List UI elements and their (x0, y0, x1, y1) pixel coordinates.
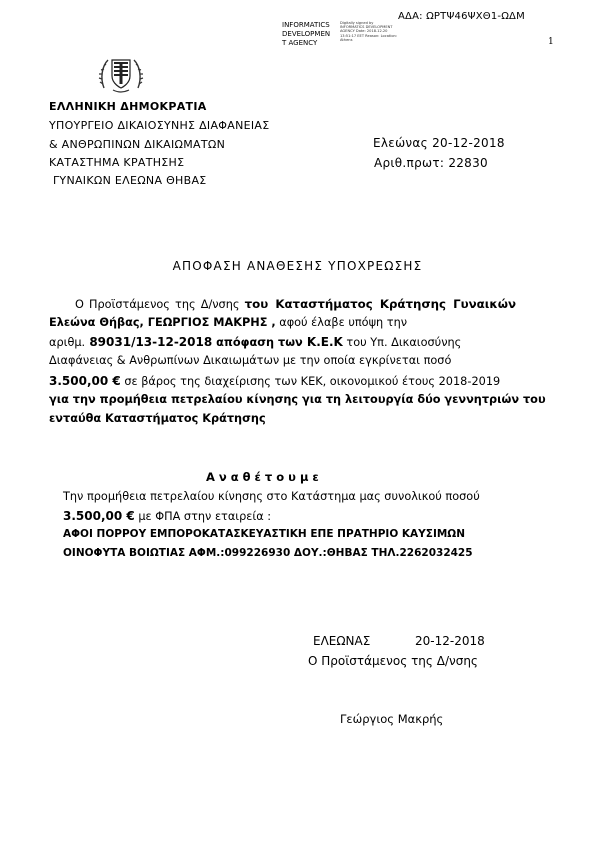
body-line-1 (75, 297, 516, 311)
header-place-date: Ελεώνας 20-12-2018 (373, 136, 505, 150)
header-ministry: ΥΠΟΥΡΓΕΙΟ ΔΙΚΑΙΟΣΥΝΗΣ ΔΙΑΦΑΝΕΙΑΣ (49, 119, 270, 132)
body-line-7: ενταύθα Καταστήματος Κράτησης (49, 412, 266, 425)
signature-role: Ο Προϊστάμενος της Δ/νσης (308, 654, 478, 668)
body-line-6: για την προμήθεια πετρελαίου κίνησης για τη λειτουργία δύο γεννητριών του (49, 393, 546, 406)
body-text: με ΦΠΑ στην εταιρεία : (134, 510, 272, 523)
greek-emblem-icon (98, 54, 144, 94)
header-ministry-cont: & ΑΝΘΡΩΠΙΝΩΝ ΔΙΚΑΙΩΜΑΤΩΝ (49, 138, 226, 151)
page-number: 1 (548, 37, 554, 47)
iga-logo-line: INFORMATICS (282, 21, 330, 29)
signature-place: ΕΛΕΩΝΑΣ (313, 634, 371, 648)
digital-signature-note: Digitally signed by INFORMATICS DEVELOPMENT AGENCY Date: 2018.12.20 13:51:17 EET Reason: Location: Athens (340, 21, 398, 42)
digital-signature-text (340, 21, 398, 42)
body-line-4: Διαφάνειας & Ανθρωπίνων Δικαιωμάτων με την οποία εγκρίνεται ποσό (49, 354, 452, 367)
ada-code: ΑΔΑ: ΩΡΤΨ46ΨΧΘ1-ΩΔΜ (398, 11, 525, 22)
award-line-1: Την προμήθεια πετρελαίου κίνησης στο Κατάστημα μας συνολικού ποσού (63, 490, 480, 503)
body-line-3 (49, 335, 461, 349)
body-text: Ο Προϊστάμενος της Δ/νσης (75, 298, 240, 311)
iga-logo (282, 21, 330, 48)
company-details: ΟΙΝΟΦΥΤΑ ΒΟΙΩΤΙΑΣ ΑΦΜ.:099226930 ΔΟΥ.:ΘΗΒΑΣ ΤΗΛ.2262032425 (63, 547, 473, 559)
header-country: ΕΛΛΗΝΙΚΗ ΔΗΜΟΚΡΑΤΙΑ (49, 100, 207, 113)
amount: 3.500,00 € (49, 374, 121, 388)
document-title: ΑΠΟΦΑΣΗ ΑΝΑΘΕΣΗΣ ΥΠΟΧΡΕΩΣΗΣ (172, 259, 423, 273)
amount: 3.500,00 € (63, 509, 135, 523)
signature-name: Γεώργιος Μακρής (340, 712, 444, 726)
body-text: αφού έλαβε υπόψη την (275, 316, 408, 329)
kek-label: Κ.Ε.Κ (302, 335, 343, 349)
iga-logo-line: T AGENCY (282, 39, 318, 47)
body-line-5 (49, 374, 500, 388)
body-text: του Υπ. Δικαιοσύνης (342, 336, 462, 349)
director-name: ΓΕΩΡΓΙΟΣ ΜΑΚΡΗΣ , (143, 316, 276, 329)
body-text-bold: του Καταστήματος Κράτησης Γυναικών (244, 297, 517, 311)
header-institution: ΚΑΤΑΣΤΗΜΑ ΚΡΑΤΗΣΗΣ (49, 156, 185, 169)
company-name: ΑΦΟΙ ΠΟΡΡΟΥ ΕΜΠΟΡΟΚΑΤΑΣΚΕΥΑΣΤΙΚΗ ΕΠΕ ΠΡΑΤΗΡΙΟ ΚΑΥΣΙΜΩΝ (63, 528, 466, 540)
iga-logo-line: DEVELOPMEN (282, 30, 331, 38)
body-text-bold: απόφαση των (212, 336, 303, 349)
body-text: σε βάρος της διαχείρισης των ΚΕΚ, οικονομικού έτους 2018-2019 (120, 375, 501, 388)
body-line-2 (49, 316, 407, 329)
signature-date: 20-12-2018 (415, 634, 485, 648)
header-institution-name: ΓΥΝΑΙΚΩΝ ΕΛΕΩΝΑ ΘΗΒΑΣ (53, 174, 207, 187)
award-line-2 (63, 509, 271, 523)
body-text-bold: Ελεώνα Θήβας, (49, 316, 144, 329)
body-text: αριθμ. (49, 336, 86, 349)
header-protocol-number: Αριθ.πρωτ: 22830 (374, 156, 488, 170)
award-heading: Αναθέτουμε (206, 470, 323, 484)
decision-number: 89031/13-12-2018 (85, 335, 213, 349)
